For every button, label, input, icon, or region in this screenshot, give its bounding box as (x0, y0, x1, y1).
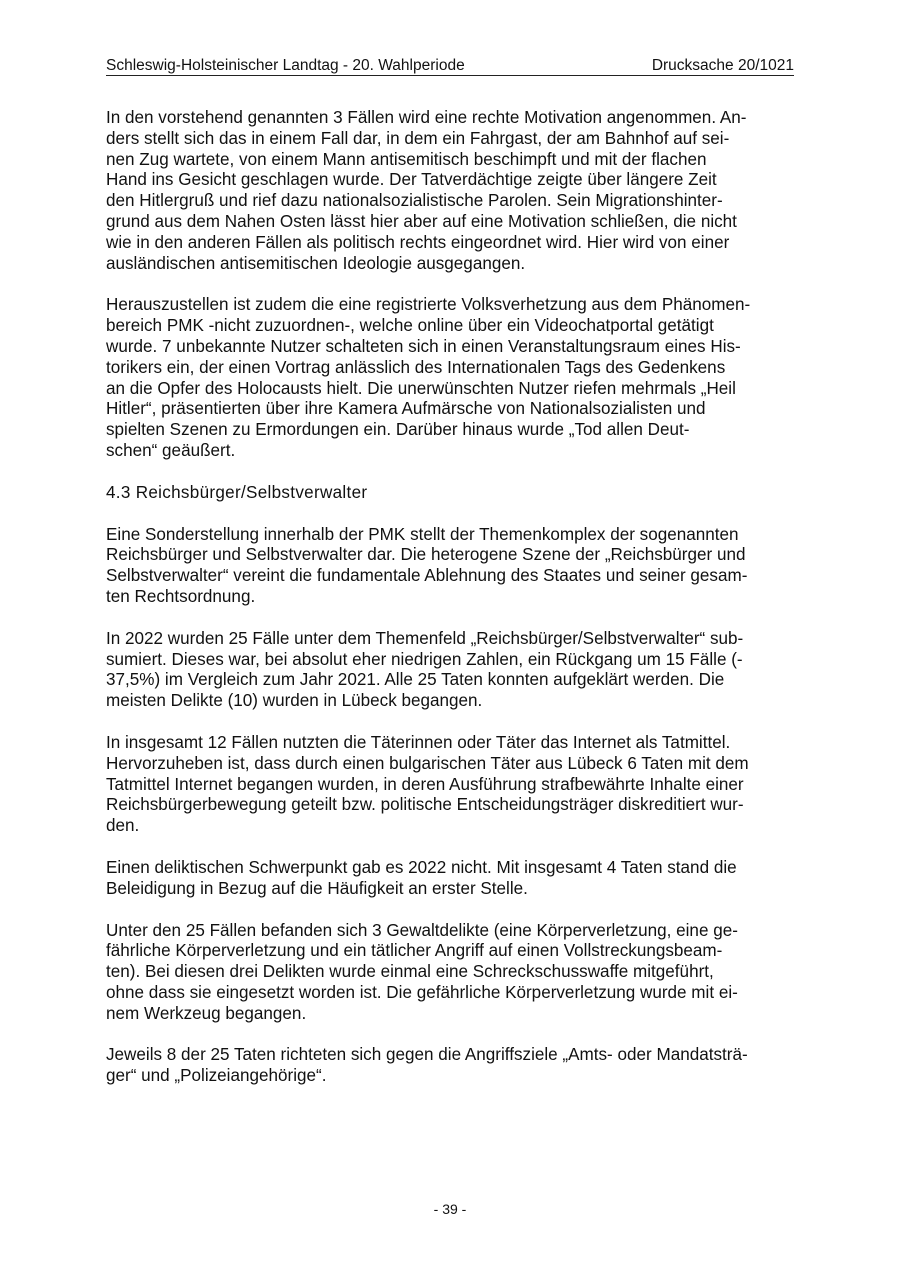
text-line: den. (106, 816, 140, 836)
text-line: Selbstverwalter“ vereint die fundamentale Ablehnung des Staates und seiner gesam- (106, 566, 748, 586)
page-header (106, 55, 794, 76)
paragraph (106, 1045, 796, 1087)
paragraph (106, 858, 796, 900)
text-line: wurde. 7 unbekannte Nutzer schalteten sich in einen Veranstaltungsraum eines His- (106, 336, 741, 356)
text-line: bereich PMK -nicht zuzuordnen-, welche online über ein Videochatportal getätigt (106, 316, 714, 336)
page-number: - 39 - (433, 1201, 467, 1217)
text-line: ohne dass sie eingesetzt worden ist. Die gefährliche Körperverletzung wurde mit ei- (106, 982, 738, 1002)
text-line: meisten Delikte (10) wurden in Lübeck begangen. (106, 691, 483, 711)
paragraph (106, 629, 796, 712)
text-line: 37,5%) im Vergleich zum Jahr 2021. Alle 25 Taten konnten aufgeklärt werden. Die (106, 670, 725, 690)
text-line: Reichsbürgerbewegung geteilt bzw. politische Entscheidungsträger diskreditiert wur- (106, 795, 744, 815)
text-line: grund aus dem Nahen Osten lässt hier aber auf eine Motivation schließen, die nicht (106, 211, 737, 231)
header-title: Schleswig-Holsteinischer Landtag - 20. Wahlperiode (106, 57, 465, 74)
text-line: Beleidigung in Bezug auf die Häufigkeit an erster Stelle. (106, 878, 528, 898)
paragraph (106, 733, 796, 837)
text-line: In insgesamt 12 Fällen nutzten die Täterinnen oder Täter das Internet als Tatmittel. (106, 732, 731, 752)
text-line: In 2022 wurden 25 Fälle unter dem Themenfeld „Reichsbürger/Selbstverwalter“ sub- (106, 628, 744, 648)
text-line: ders stellt sich das in einem Fall dar, in dem ein Fahrgast, der am Bahnhof auf sei- (106, 128, 730, 148)
text-line: Hitler“, präsentierten über ihre Kamera Aufmärsche von Nationalsozialisten und (106, 399, 706, 419)
text-line: sumiert. Dieses war, bei absolut eher niedrigen Zahlen, ein Rückgang um 15 Fälle (- (106, 649, 743, 669)
text-line: Unter den 25 Fällen befanden sich 3 Gewaltdelikte (eine Körperverletzung, eine ge- (106, 920, 738, 940)
text-line: spielten Szenen zu Ermordungen ein. Darüber hinaus wurde „Tod allen Deut- (106, 420, 690, 440)
paragraph (106, 108, 796, 274)
text-line: Tatmittel Internet begangen wurden, in deren Ausführung strafbewährte Inhalte einer (106, 774, 744, 794)
section-heading: 4.3 Reichsbürger/Selbstverwalter (106, 482, 368, 502)
text-line: ausländischen antisemitischen Ideologie ausgegangen. (106, 253, 526, 273)
document-body (106, 108, 796, 1108)
text-line: Eine Sonderstellung innerhalb der PMK stellt der Themenkomplex der sogenannten (106, 524, 739, 544)
paragraph (106, 525, 796, 608)
paragraph (106, 295, 796, 461)
text-line: Einen deliktischen Schwerpunkt gab es 2022 nicht. Mit insgesamt 4 Taten stand die (106, 857, 737, 877)
text-line: ger“ und „Polizeiangehörige“. (106, 1066, 327, 1086)
text-line: ten Rechtsordnung. (106, 586, 256, 606)
paragraph (106, 921, 796, 1025)
text-line: torikers ein, der einen Vortrag anlässlich des Internationalen Tags des Gedenkens (106, 357, 726, 377)
text-line: Reichsbürger und Selbstverwalter dar. Die heterogene Szene der „Reichsbürger und (106, 545, 746, 565)
text-line: ten). Bei diesen drei Delikten wurde einmal eine Schreckschusswaffe mitgeführt, (106, 962, 714, 982)
text-line: den Hitlergruß und rief dazu nationalsozialistische Parolen. Sein Migrationshinter- (106, 191, 723, 211)
text-line: nen Zug wartete, von einem Mann antisemitisch beschimpft und mit der flachen (106, 149, 707, 169)
document-number: Drucksache 20/1021 (651, 57, 794, 74)
text-line: In den vorstehend genannten 3 Fällen wird eine rechte Motivation angenommen. An- (106, 108, 747, 127)
text-line: fährliche Körperverletzung und ein tätlicher Angriff auf einen Vollstreckungsbeam- (106, 941, 723, 961)
text-line: Jeweils 8 der 25 Taten richteten sich gegen die Angriffsziele „Amts- oder Mandatsträ- (106, 1045, 748, 1065)
text-line: an die Opfer des Holocausts hielt. Die unerwünschten Nutzer riefen mehrmals „Heil (106, 378, 736, 398)
text-line: nem Werkzeug begangen. (106, 1003, 307, 1023)
text-line: Hervorzuheben ist, dass durch einen bulgarischen Täter aus Lübeck 6 Taten mit dem (106, 753, 749, 773)
text-line: schen“ geäußert. (106, 440, 236, 460)
text-line: Herauszustellen ist zudem die eine registrierte Volksverhetzung aus dem Phänomen- (106, 295, 751, 315)
text-line: wie in den anderen Fällen als politisch rechts eingeordnet wird. Hier wird von einer (106, 232, 730, 252)
text-line: Hand ins Gesicht geschlagen wurde. Der Tatverdächtige zeigte über längere Zeit (106, 170, 717, 190)
